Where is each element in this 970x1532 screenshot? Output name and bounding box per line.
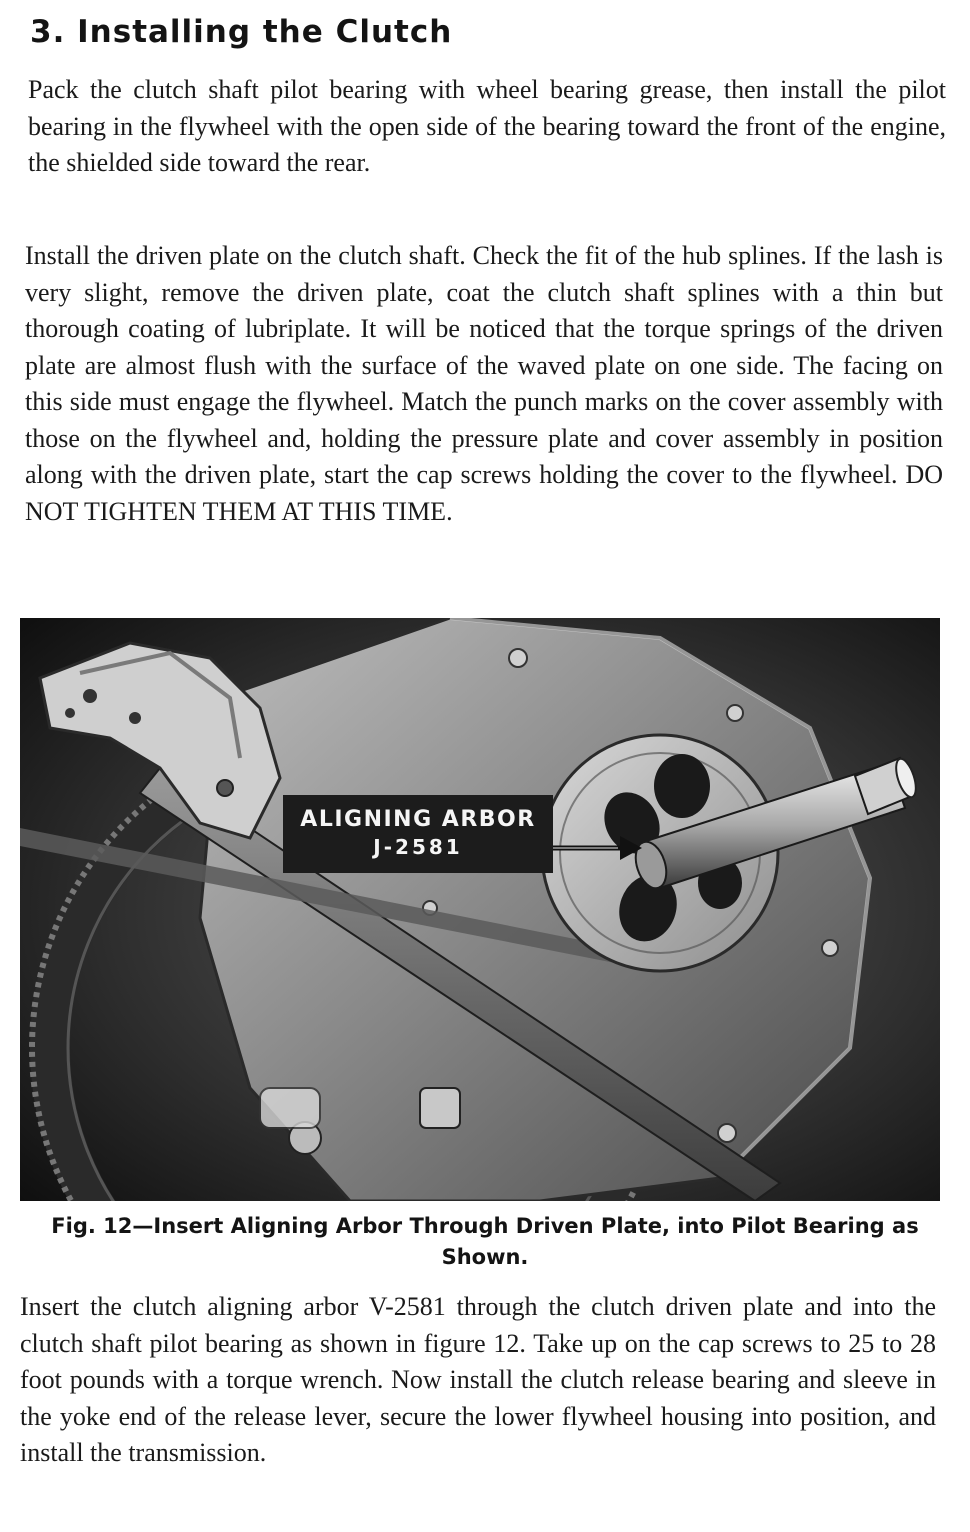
callout-part-number: J-2581 [373,835,463,859]
callout-title: ALIGNING ARBOR [300,807,536,832]
section-heading: 3. Installing the Clutch [30,14,453,50]
paragraph-pilot-bearing: Pack the clutch shaft pilot bearing with wheel bearing grease, then install the pilot bearing in the flywheel with the open side of the bearing toward the front of the engine, the shielded side toward the rear. [28,75,946,177]
paragraph-driven-plate: Install the driven plate on the clutch shaft. Check the fit of the hub splines. If the lash is very slight, remove the driven plate, coat the clutch shaft splines with a thin but thorough coating of lubriplate. It will be noticed that the torque springs of the driven plate are almost flush with the surface of the waved plate on one side. The facing on this side must engage the flywheel. Match the punch marks on the cover assembly with those on the flywheel and, holding the pressure plate and cover assembly in position along with the driven plate, start the cap screws holding the cover to the flywheel. DO NOT TIGHTEN THEM AT THIS TIME. [25,241,943,526]
figure-caption: Fig. 12—Insert Aligning Arbor Through Driven Plate, into Pilot Bearing as Shown. [51,1214,919,1269]
paragraph-aligning-arbor: Insert the clutch aligning arbor V-2581 through the clutch driven plate and into the clutch shaft pilot bearing as shown in figure 12. Take up on the cap screws to 25 to 28 foot pounds with a torque wrench. Now install the clutch release bearing and sleeve in the yoke end of the release lever, secure the lower flywheel housing into position, and install the transmission. [20,1292,936,1467]
figure-callout-label [283,795,553,873]
figure-12-photo [20,618,940,1201]
